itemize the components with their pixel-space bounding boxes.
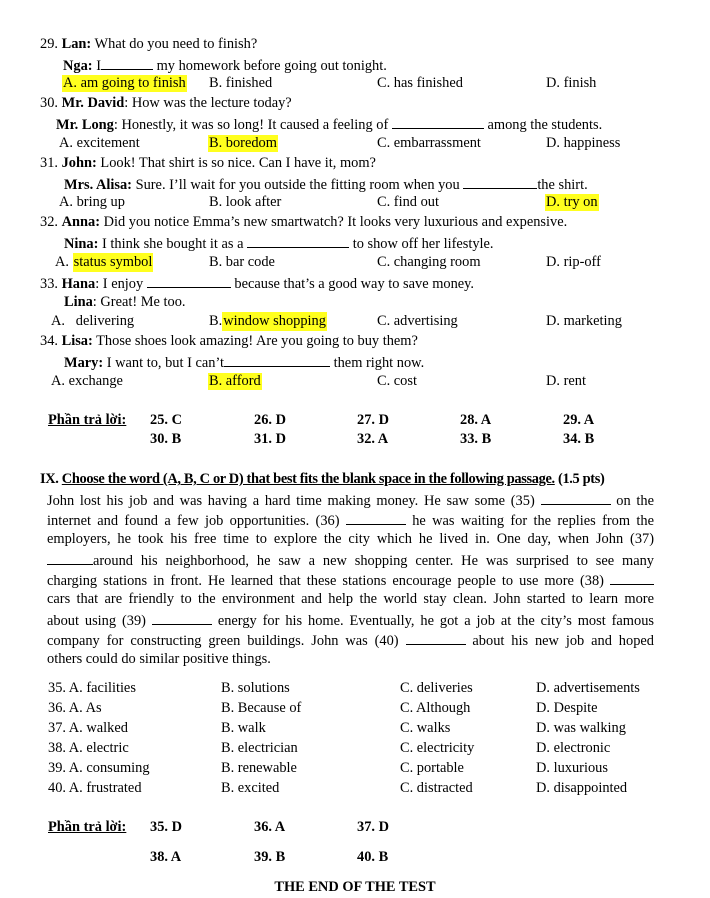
option-34-d: D. rent bbox=[546, 373, 586, 389]
option-30-c: C. embarrassment bbox=[377, 135, 481, 151]
question-34-reply: Mary: I want to, but I can’t them right now. bbox=[64, 355, 425, 371]
option-38-d: D. electronic bbox=[536, 740, 611, 756]
answer-key-item: 32. A bbox=[357, 431, 389, 447]
question-30-prompt: 30. Mr. David: How was the lecture today? bbox=[40, 95, 292, 111]
option-31-a: A. bring up bbox=[59, 194, 125, 210]
answer-key-item: 29. A bbox=[563, 412, 595, 428]
answer-key-item: 33. B bbox=[460, 431, 492, 447]
option-34-b: B. afford bbox=[209, 373, 261, 389]
question-31-prompt: 31. John: Look! That shirt is so nice. Can I have it, mom? bbox=[40, 155, 376, 171]
option-31-d: D. try on bbox=[546, 194, 598, 210]
option-37-a: 37. A. walked bbox=[48, 720, 128, 736]
answer-key-item: 25. C bbox=[150, 412, 182, 428]
question-34-prompt: 34. Lisa: Those shoes look amazing! Are you going to buy them? bbox=[40, 333, 418, 349]
answer-key-item: 28. A bbox=[460, 412, 492, 428]
question-31-reply: Mrs. Alisa: Sure. I’ll wait for you outside the fitting room when you the shirt. bbox=[64, 177, 588, 193]
answer-blank bbox=[346, 512, 406, 525]
option-31-c: C. find out bbox=[377, 194, 439, 210]
answer-key-label: Phần trả lời: bbox=[48, 412, 127, 428]
question-32-reply: Nina: I think she bought it as a to show off her lifestyle. bbox=[64, 236, 494, 252]
passage-line: John lost his job and was having a hard time making money. He saw some (35) on the bbox=[47, 493, 654, 509]
option-36-c: C. Although bbox=[400, 700, 471, 716]
question-33-prompt: 33. Hana: I enjoy because that’s a good way to save money. bbox=[40, 276, 475, 292]
question-33-reply: Lina: Great! Me too. bbox=[64, 294, 186, 310]
option-29-b: B. finished bbox=[209, 75, 273, 91]
passage-line: company for constructing green buildings. John was (40) about his new job and hoped bbox=[47, 633, 654, 649]
question-30-reply: Mr. Long: Honestly, it was so long! It caused a feeling of among the students. bbox=[56, 117, 603, 133]
passage-line: employers, he took his free time to explore the city which he lived in. One day, when John (37) bbox=[47, 531, 654, 547]
option-34-c: C. cost bbox=[377, 373, 417, 389]
passage-line: about using (39) energy for his home. Eventually, he got a job at the city’s most famous bbox=[47, 613, 654, 629]
option-39-c: C. portable bbox=[400, 760, 464, 776]
passage-line: charging stations in front. He learned that these stations encourage people to use more (38) bbox=[47, 572, 654, 588]
answer-key-label: Phần trả lời: bbox=[48, 819, 127, 835]
option-30-a: A. excitement bbox=[59, 135, 140, 151]
answer-key-item: 40. B bbox=[357, 849, 389, 865]
passage-line: cars that are friendly to the environment and help the world stay clean. John started to learn more bbox=[47, 591, 654, 607]
option-38-a: 38. A. electric bbox=[48, 740, 129, 756]
option-36-a: 36. A. As bbox=[48, 700, 102, 716]
answer-key-item: 30. B bbox=[150, 431, 182, 447]
answer-blank bbox=[610, 572, 654, 585]
option-34-a: A. exchange bbox=[51, 373, 123, 389]
option-35-d: D. advertisements bbox=[536, 680, 640, 696]
option-39-b: B. renewable bbox=[221, 760, 297, 776]
option-37-b: B. walk bbox=[221, 720, 266, 736]
answer-key-item: 26. D bbox=[254, 412, 286, 428]
option-37-c: C. walks bbox=[400, 720, 451, 736]
option-30-d: D. happiness bbox=[546, 135, 621, 151]
option-31-b: B. look after bbox=[209, 194, 282, 210]
option-33-c: C. advertising bbox=[377, 313, 458, 329]
option-33-b: B.window shopping bbox=[209, 313, 326, 329]
answer-blank bbox=[224, 354, 330, 367]
option-32-c: C. changing room bbox=[377, 254, 481, 270]
answer-blank bbox=[101, 57, 153, 70]
answer-blank bbox=[47, 552, 93, 565]
passage-line: others could do similar positive things. bbox=[47, 651, 271, 667]
answer-key-item: 37. D bbox=[357, 819, 389, 835]
option-40-a: 40. A. frustrated bbox=[48, 780, 142, 796]
option-40-b: B. excited bbox=[221, 780, 280, 796]
option-40-c: C. distracted bbox=[400, 780, 473, 796]
answer-blank bbox=[463, 176, 537, 189]
option-35-b: B. solutions bbox=[221, 680, 290, 696]
option-29-a: A. am going to finish bbox=[63, 75, 186, 91]
option-32-a: A. status symbol bbox=[55, 254, 153, 270]
question-29-prompt: 29. Lan: What do you need to finish? bbox=[40, 36, 258, 52]
option-39-d: D. luxurious bbox=[536, 760, 608, 776]
passage-line: around his neighborhood, he saw a new shopping center. He was surprised to see many bbox=[47, 552, 654, 568]
option-38-c: C. electricity bbox=[400, 740, 475, 756]
answer-key-item: 27. D bbox=[357, 412, 389, 428]
option-29-d: D. finish bbox=[546, 75, 597, 91]
option-38-b: B. electrician bbox=[221, 740, 298, 756]
answer-blank bbox=[392, 116, 484, 129]
option-32-d: D. rip-off bbox=[546, 254, 601, 270]
passage-line: internet and found a few job opportunities. (36) he was waiting for the replies from the bbox=[47, 513, 654, 529]
answer-key-item: 34. B bbox=[563, 431, 595, 447]
option-33-d: D. marketing bbox=[546, 313, 622, 329]
answer-key-item: 36. A bbox=[254, 819, 286, 835]
option-37-d: D. was walking bbox=[536, 720, 626, 736]
option-35-c: C. deliveries bbox=[400, 680, 473, 696]
option-35-a: 35. A. facilities bbox=[48, 680, 136, 696]
option-30-b: B. boredom bbox=[209, 135, 277, 151]
option-33-a: A. delivering bbox=[51, 313, 135, 329]
question-32-prompt: 32. Anna: Did you notice Emma’s new smartwatch? It looks very luxurious and expensive. bbox=[40, 214, 568, 230]
answer-key-item: 31. D bbox=[254, 431, 286, 447]
option-39-a: 39. A. consuming bbox=[48, 760, 150, 776]
answer-blank bbox=[541, 492, 611, 505]
answer-key-item: 38. A bbox=[150, 849, 182, 865]
end-of-test: THE END OF THE TEST bbox=[274, 879, 436, 895]
option-29-c: C. has finished bbox=[377, 75, 463, 91]
answer-blank bbox=[147, 275, 231, 288]
option-32-b: B. bar code bbox=[209, 254, 275, 270]
answer-blank bbox=[247, 235, 349, 248]
question-29-reply: Nga: I my homework before going out tonight. bbox=[63, 58, 387, 74]
option-36-d: D. Despite bbox=[536, 700, 598, 716]
option-36-b: B. Because of bbox=[221, 700, 302, 716]
answer-blank bbox=[152, 612, 212, 625]
option-40-d: D. disappointed bbox=[536, 780, 628, 796]
answer-key-item: 35. D bbox=[150, 819, 182, 835]
answer-key-item: 39. B bbox=[254, 849, 286, 865]
answer-blank bbox=[406, 632, 466, 645]
section-heading: IX. Choose the word (A, B, C or D) that best fits the blank space in the following passage. (1.5 pts) bbox=[40, 471, 605, 487]
